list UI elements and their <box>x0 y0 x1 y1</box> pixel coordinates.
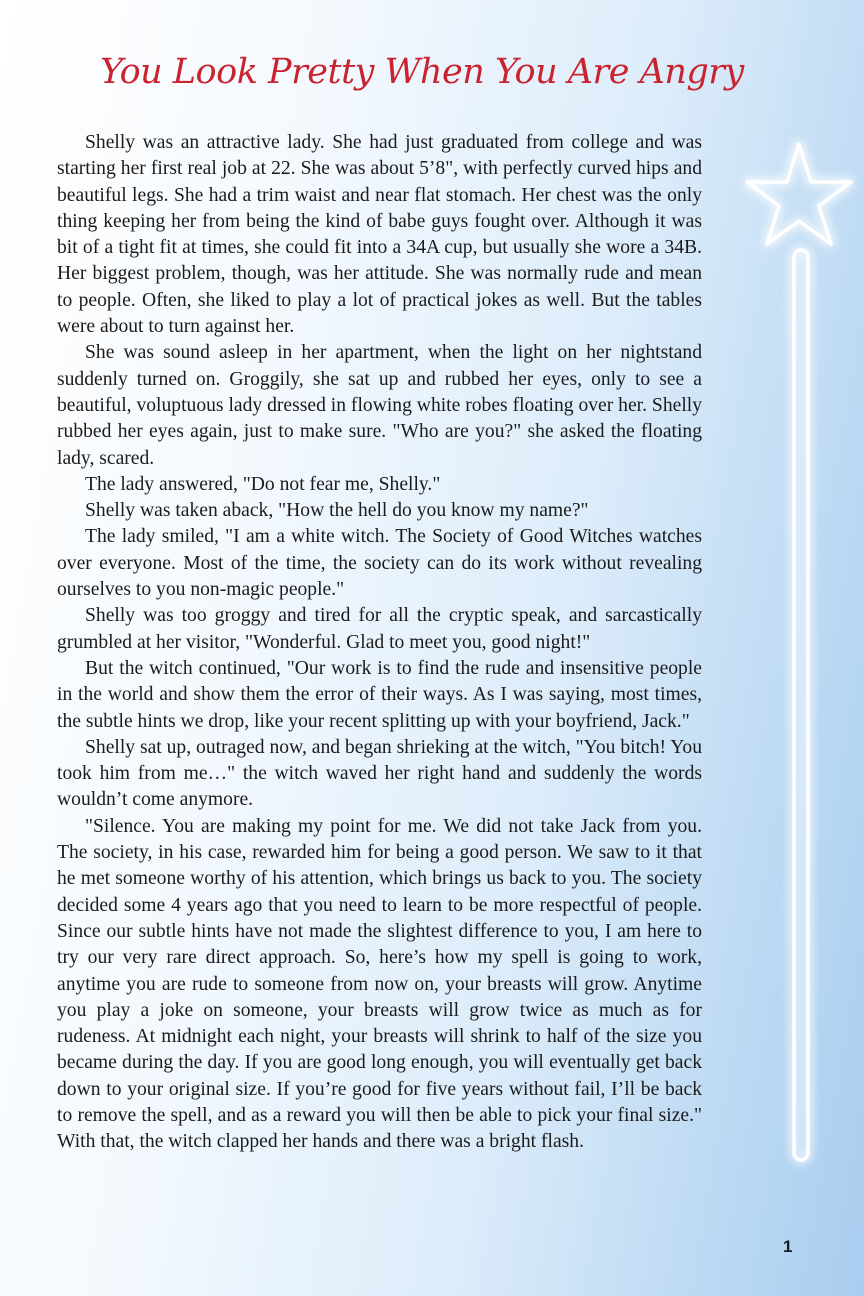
paragraph: But the witch continued, "Our work is to find the rude and insensitive people in the world and show them the error of their ways. As I was saying, most times, the subtle hints we drop, like your recent splitting up with your boyfriend, Jack." <box>57 657 702 732</box>
story-text <box>57 130 702 1156</box>
page-title: You Look Pretty When You Are Angry <box>100 52 744 92</box>
paragraph: The lady answered, "Do not fear me, Shelly." <box>85 473 441 495</box>
paragraph: Shelly was an attractive lady. She had just graduated from college and was starting her first real job at 22. She was about 5’8", with perfectly curved hips and beautiful legs. She had a trim waist and near flat stomach. Her chest was the only thing keeping her from being the kind of babe guys fought over. Although it was bit of a tight fit at times, she could fit into a 34A cup, but usually she wore a 34B. Her biggest problem, though, was her attitude. She was normally rude and mean to people. Often, she liked to play a lot of practical jokes as well. But the tables were about to turn against her. <box>57 132 702 338</box>
paragraph: Shelly was taken aback, "How the hell do you know my name?" <box>85 500 589 522</box>
paragraph: She was sound asleep in her apartment, when the light on her nightstand suddenly turned on. Groggily, she sat up and rubbed her eyes, only to see a beautiful, voluptuous lady dressed in flowing white robes floating over her. Shelly rubbed her eyes again, just to make sure. "Who are you?" she asked the floating lady, scared. <box>57 342 702 469</box>
paragraph: Shelly was too groggy and tired for all the cryptic speak, and sarcastically grumbled at her visitor, "Wonderful. Glad to meet you, good night!" <box>57 605 702 653</box>
paragraph: Shelly sat up, outraged now, and began shrieking at the witch, "You bitch! You took him from me…" the witch waved her right hand and suddenly the words wouldn’t come anymore. <box>57 736 702 811</box>
star-wand-icon <box>718 130 864 1180</box>
page-number: 1 <box>783 1237 793 1256</box>
paragraph: "Silence. You are making my point for me. We did not take Jack from you. The society, in his case, rewarded him for being a good person. We saw to it that he met someone worthy of his attention, which brings us back to you. The society decided some 4 years ago that you need to learn to be more respectful of people. Since our subtle hints have not made the slightest difference to you, I am here to try our very rare direct approach. So, here’s how my spell is going to work, anytime you are rude to someone from now on, your breasts will grow. Anytime you play a joke on someone, your breasts will grow twice as much as for rudeness. At midnight each night, your breasts will shrink to half of the size you became during the day. If you are good long enough, you will eventually get back down to your original size. If you’re good for five years without fail, I’ll be back to remove the spell, and as a reward you will then be able to pick your final size." With that, the witch clapped her hands and there was a bright flash. <box>57 815 702 1153</box>
paragraph: The lady smiled, "I am a white witch. The Society of Good Witches watches over everyone. Most of the time, the society can do its work without revealing ourselves to you non-magic people." <box>57 526 702 601</box>
